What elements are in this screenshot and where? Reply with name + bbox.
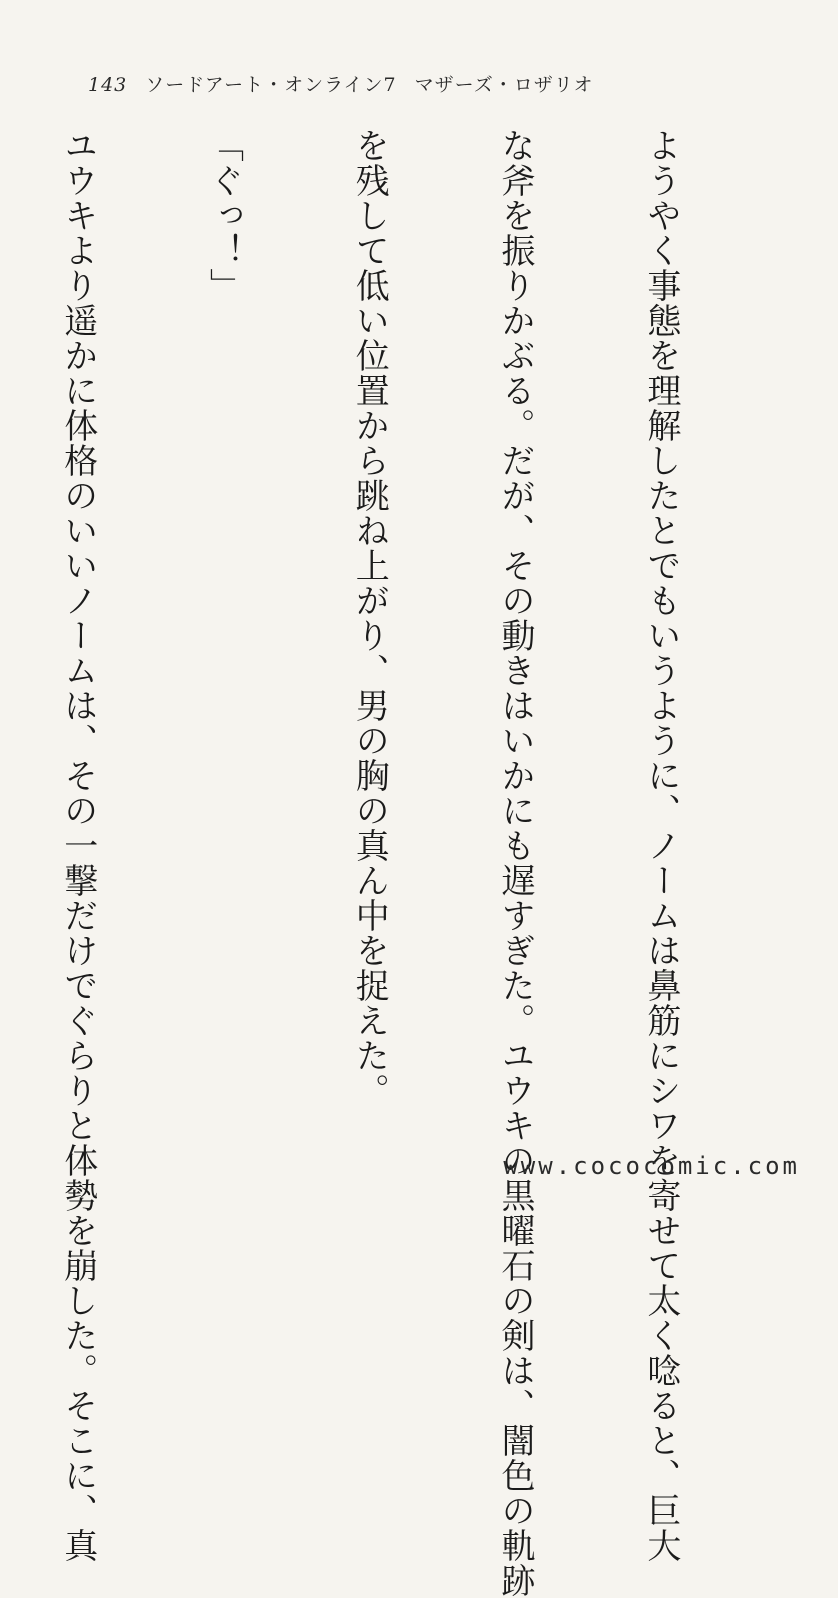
text-line: 「ぐっ！」: [203, 128, 244, 303]
book-title: ソードアート・オンライン7: [145, 74, 397, 96]
text-line: ようやく事態を理解したとでもいうように、ノームは鼻筋にシワを寄せて太く唸ると、巨大: [640, 128, 681, 1563]
chapter-title: マザーズ・ロザリオ: [414, 74, 594, 96]
text-line: を残して低い位置から跳ね上がり、男の胸の真ん中を捉えた。: [349, 128, 390, 1108]
page-number: 143: [88, 74, 128, 96]
text-line: な斧を振りかぶる。だが、その動きはいかにも遅すぎた。ユウキの黒曜石の剣は、闇色の軌跡: [495, 128, 536, 1598]
running-header: [88, 70, 594, 97]
watermark: www.cococomic.com: [503, 1152, 800, 1180]
text-line: ユウキより遥かに体格のいいノームは、その一撃だけでぐらりと体勢を崩した。そこに、真: [57, 128, 98, 1563]
